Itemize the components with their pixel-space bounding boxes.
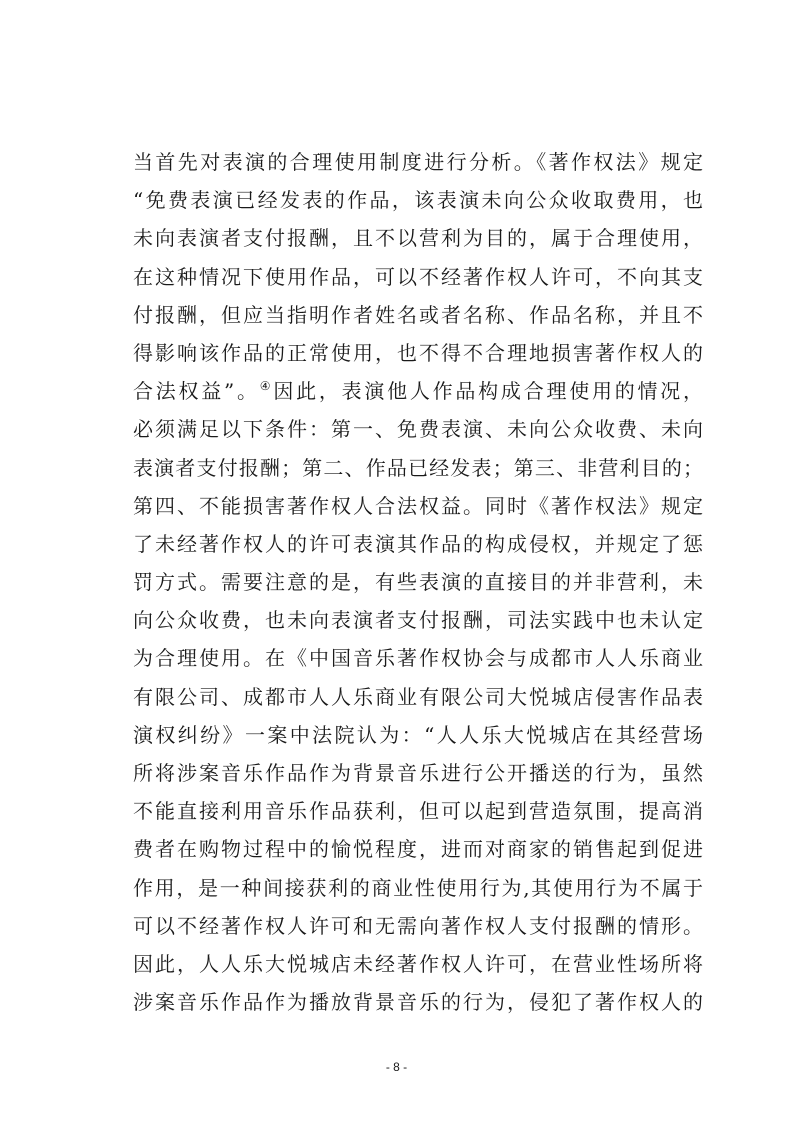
footnote-reference[interactable]: ④ xyxy=(259,379,274,394)
text-line: 向公众收费，也未向表演者支付报酬，司法实践中也未认定 xyxy=(133,608,703,633)
text-line: 演权纠纷》一案中法院认为：“人人乐大悦城店在其经营场 xyxy=(133,722,703,747)
text-line: 可以不经著作权人许可和无需向著作权人支付报酬的情形。 xyxy=(133,913,703,938)
text-line: 付报酬，但应当指明作者姓名或者名称、作品名称，并且不 xyxy=(133,302,703,327)
text-line: 必须满足以下条件：第一、免费表演、未向公众收费、未向 xyxy=(133,417,703,442)
text-line: 为合理使用。在《中国音乐著作权协会与成都市人人乐商业 xyxy=(133,646,703,671)
text-line: 作用，是一种间接获利的商业性使用行为,其使用行为不属于 xyxy=(133,875,703,900)
text-line: 因此，人人乐大悦城店未经著作权人许可，在营业性场所将 xyxy=(133,951,703,976)
body-text xyxy=(133,143,703,1021)
text-segment: 合法权益”。 xyxy=(133,379,260,404)
text-line: 费者在购物过程中的愉悦程度，进而对商家的销售起到促进 xyxy=(133,837,703,862)
text-line: 表演者支付报酬；第二、作品已经发表；第三、非营利目的； xyxy=(133,455,703,480)
text-line: “免费表演已经发表的作品，该表演未向公众收取费用，也 xyxy=(133,188,703,213)
text-line: 了未经著作权人的许可表演其作品的构成侵权，并规定了惩 xyxy=(133,531,703,556)
page-number: - 8 - xyxy=(385,1060,408,1074)
text-line: 未向表演者支付报酬，且不以营利为目的，属于合理使用， xyxy=(133,226,703,251)
text-line: 有限公司、成都市人人乐商业有限公司大悦城店侵害作品表 xyxy=(133,684,703,709)
text-line: 所将涉案音乐作品作为背景音乐进行公开播送的行为，虽然 xyxy=(133,761,703,785)
text-line: 第四、不能损害著作权人合法权益。同时《著作权法》规定 xyxy=(133,493,703,518)
text-line-with-footnote xyxy=(133,372,703,410)
text-line: 得影响该作品的正常使用，也不得不合理地损害著作权人的 xyxy=(133,340,703,365)
text-line: 涉案音乐作品作为播放背景音乐的行为，侵犯了著作权人的 xyxy=(133,990,703,1015)
text-line: 罚方式。需要注意的是，有些表演的直接目的并非营利，未 xyxy=(133,570,703,595)
text-line: 不能直接利用音乐作品获利，但可以起到营造氛围，提高消 xyxy=(133,799,703,824)
text-line: 在这种情况下使用作品，可以不经著作权人许可，不向其支 xyxy=(133,264,703,289)
text-line: 当首先对表演的合理使用制度进行分析。《著作权法》规定 xyxy=(133,150,703,174)
text-segment: 因此，表演他人作品构成合理使用的情况， xyxy=(273,379,703,404)
